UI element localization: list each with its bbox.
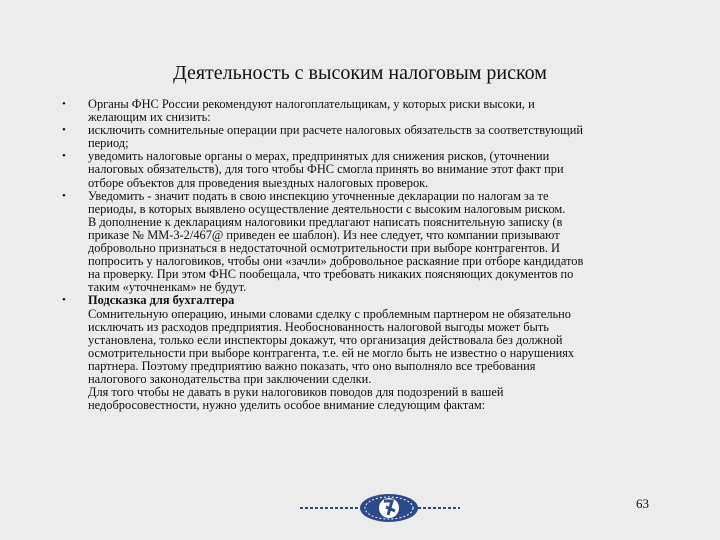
text-line: исключить сомнительные операции при расчете налоговых обязательств за соответствующий <box>88 123 583 138</box>
text-line: Органы ФНС России рекомендуют налогоплательщикам, у которых риски высоки, и <box>88 97 535 111</box>
text-line: исключать из расходов предприятия. Необоснованность налоговой выгоды может быть <box>88 319 549 334</box>
text-line: партнера. Поэтому предприятию важно показать, что оно выполняло все требования <box>88 358 536 373</box>
slide-title: Деятельность с высоким налоговым риском <box>173 62 547 84</box>
text-line: приказе № ММ-3-2/467@ приведен ее шаблон). Из нее следует, что компании призывают <box>88 227 560 242</box>
text-line: осмотрительности при выборе контрагента, т.е. ей не могло быть не известно о нарушениях <box>88 345 575 360</box>
text-line: уведомить налоговые органы о мерах, предпринятых для снижения рисков, (уточнении <box>88 149 550 164</box>
bullet-icon: • <box>62 150 66 163</box>
text-line: недобросовестности, нужно уделить особое внимание следующим фактам: <box>88 398 486 413</box>
text-line: налоговых обязательств), для того чтобы ФНС смогла принять во внимание этот факт при <box>88 162 564 177</box>
item-heading: Подсказка для бухгалтера <box>88 293 235 308</box>
text-line: на проверку. При этом ФНС пообещала, что требовать никаких поясняющих документов по <box>88 267 574 282</box>
bullet-icon: • <box>62 189 66 202</box>
text-line: Сомнительную операцию, иными словами сделку с проблемным партнером не обязательно <box>88 306 572 321</box>
text-line: отборе объектов для проведения выездных налоговых проверок. <box>88 175 429 190</box>
bullet-icon: • <box>62 294 66 307</box>
logo-icon <box>300 493 500 523</box>
text-line: Уведомить - значит подать в свою инспекцию уточненные декларации по налогам за те <box>88 188 549 203</box>
list-item <box>62 98 662 124</box>
text-line: желающим их снизить: <box>88 110 211 125</box>
page-number: 63 <box>636 496 649 511</box>
text-line: период; <box>88 136 129 151</box>
text-line: В дополнение к декларациям налоговики предлагают написать пояснительную записку (в <box>88 214 563 229</box>
text-line: установлена, только если инспекторы докажут, что организация действовала без должной <box>88 332 563 347</box>
bullet-list <box>62 98 662 412</box>
text-line: попросить у налоговиков, чтобы они «зачли» добровольное раскаяние при отборе кандидатов <box>88 254 584 269</box>
list-item <box>62 190 662 295</box>
list-item <box>62 124 662 150</box>
text-line: таким «уточненкам» не будут. <box>88 280 247 295</box>
bullet-icon: • <box>62 98 66 110</box>
text-line: добровольно признаться в недостаточной осмотрительности при выборе контрагентов. И <box>88 241 560 256</box>
list-item <box>62 150 662 189</box>
text-line: налогового законодательства при заключении сделки. <box>88 371 372 386</box>
text-line: Для того чтобы не давать в руки налоговиков поводов для подозрений в вашей <box>88 385 504 400</box>
list-item <box>62 294 662 412</box>
bullet-icon: • <box>62 124 66 137</box>
text-line: периоды, в которых выявлено осуществление деятельности с высоким налоговым риском. <box>88 201 566 216</box>
